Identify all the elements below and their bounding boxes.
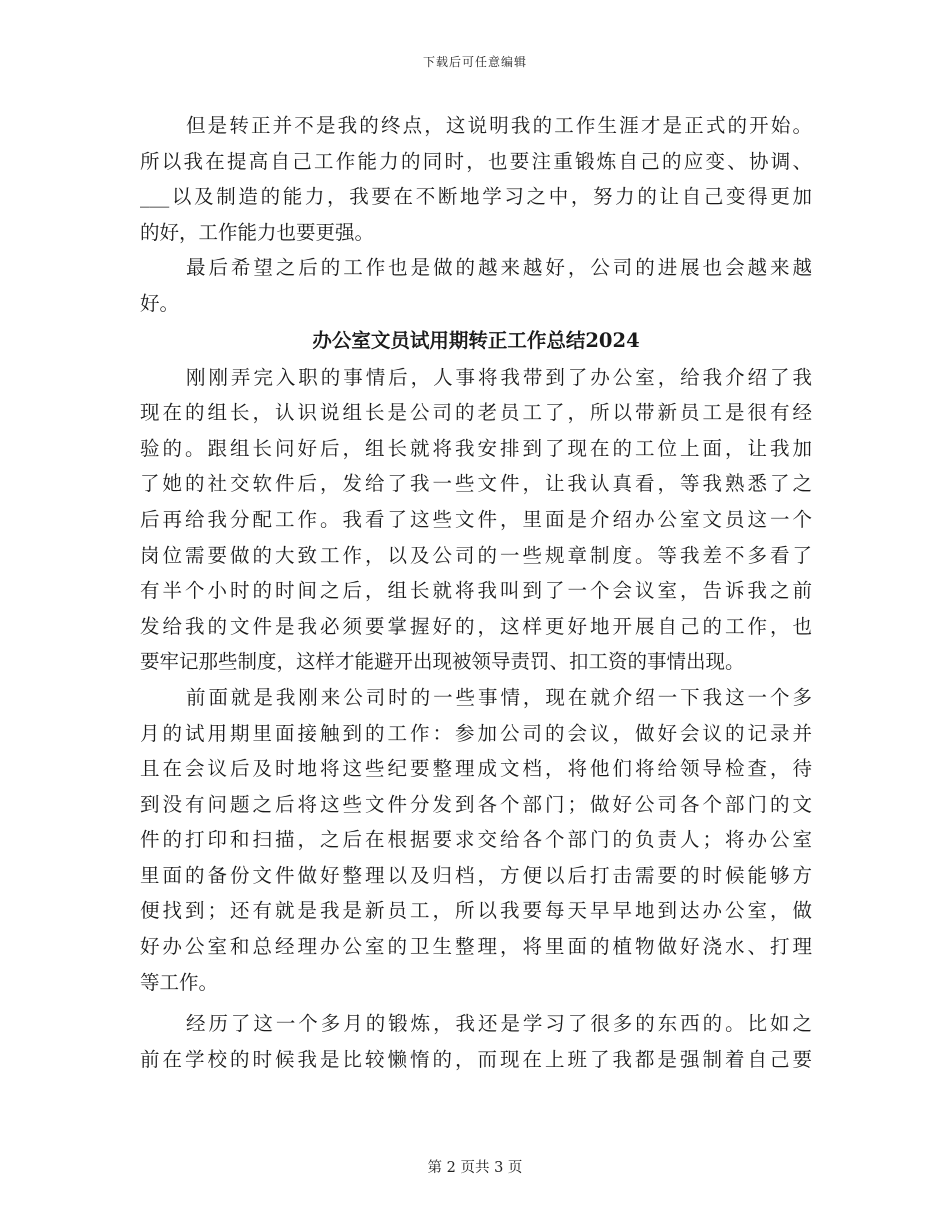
text-line: 发给我的文件是我必须要掌握好的，这样更好地开展自己的工作，也 <box>140 614 812 638</box>
text-line: 验的。跟组长问好后，组长就将我安排到了现在的工位上面，让我加 <box>140 436 812 460</box>
text-line: 但是转正并不是我的终点，这说明我的工作生涯才是正式的开始。 <box>186 114 812 137</box>
text-line: 后再给我分配工作。我看了这些文件，里面是介绍办公室文员这一个 <box>140 507 812 531</box>
text-line: 前面就是我刚来公司时的一些事情，现在就介绍一下我这一个多 <box>186 685 812 709</box>
document-body <box>140 108 812 1077</box>
text-line: 经历了这一个多月的锻炼，我还是学习了很多的东西的。比如之 <box>186 1012 812 1036</box>
text-line: 好。 <box>140 291 180 315</box>
text-line: 所以我在提高自己工作能力的同时，也要注重锻炼自己的应变、协调、 <box>140 149 812 173</box>
page-footer: 第 2 页共 3 页 <box>427 1160 523 1176</box>
text-line: 到没有问题之后将这些文件分发到各个部门；做好公司各个部门的文 <box>140 792 812 816</box>
text-line: 要牢记那些制度，这样才能避开出现被领导责罚、扣工资的事情出现。 <box>140 650 745 674</box>
text-line: 了她的社交软件后，发给了我一些文件，让我认真看，等我熟悉了之 <box>140 472 812 496</box>
text-line: 件的打印和扫描，之后在根据要求交给各个部门的负责人；将办公室 <box>140 828 812 852</box>
text-line: 最后希望之后的工作也是做的越来越好，公司的进展也会越来越 <box>186 256 812 280</box>
paragraph <box>140 680 812 1000</box>
paragraph <box>140 250 812 321</box>
text-line: 月的试用期里面接触到的工作：参加公司的会议，做好会议的记录并 <box>140 721 812 745</box>
text-line: 等工作。 <box>140 970 219 994</box>
text-line: 且在会议后及时地将这些纪要整理成文档，将他们将给领导检查，待 <box>140 757 812 781</box>
text-line: 有半个小时的时间之后，组长就将我叫到了一个会议室，告诉我之前 <box>140 579 812 603</box>
text-line: 现在的组长，认识说组长是公司的老员工了，所以带新员工是很有经 <box>140 401 812 425</box>
text-line: 好办公室和总经理办公室的卫生整理，将里面的植物做好浇水、打理 <box>140 935 812 959</box>
page-header: 下载后可任意编辑 <box>422 55 527 69</box>
paragraph <box>140 360 812 680</box>
text-line: 里面的备份文件做好整理以及归档，方便以后打击需要的时候能够方 <box>140 863 812 887</box>
text-line: 的好，工作能力也要更强。 <box>140 220 375 244</box>
paragraph <box>140 1006 812 1077</box>
text-line: 前在学校的时候我是比较懒惰的，而现在上班了我都是强制着自己要 <box>140 1047 812 1071</box>
text-line: ___以及制造的能力，我要在不断地学习之中，努力的让自己变得更加 <box>140 185 812 209</box>
text-line: 岗位需要做的大致工作，以及公司的一些规章制度。等我差不多看了 <box>140 543 812 567</box>
text-line: 刚刚弄完入职的事情后，人事将我带到了办公室，给我介绍了我 <box>186 365 812 389</box>
section-title: 办公室文员试用期转正工作总结2024 <box>312 328 640 352</box>
text-line: 便找到；还有就是我是新员工，所以我要每天早早地到达办公室，做 <box>140 899 812 923</box>
paragraph <box>140 108 812 250</box>
